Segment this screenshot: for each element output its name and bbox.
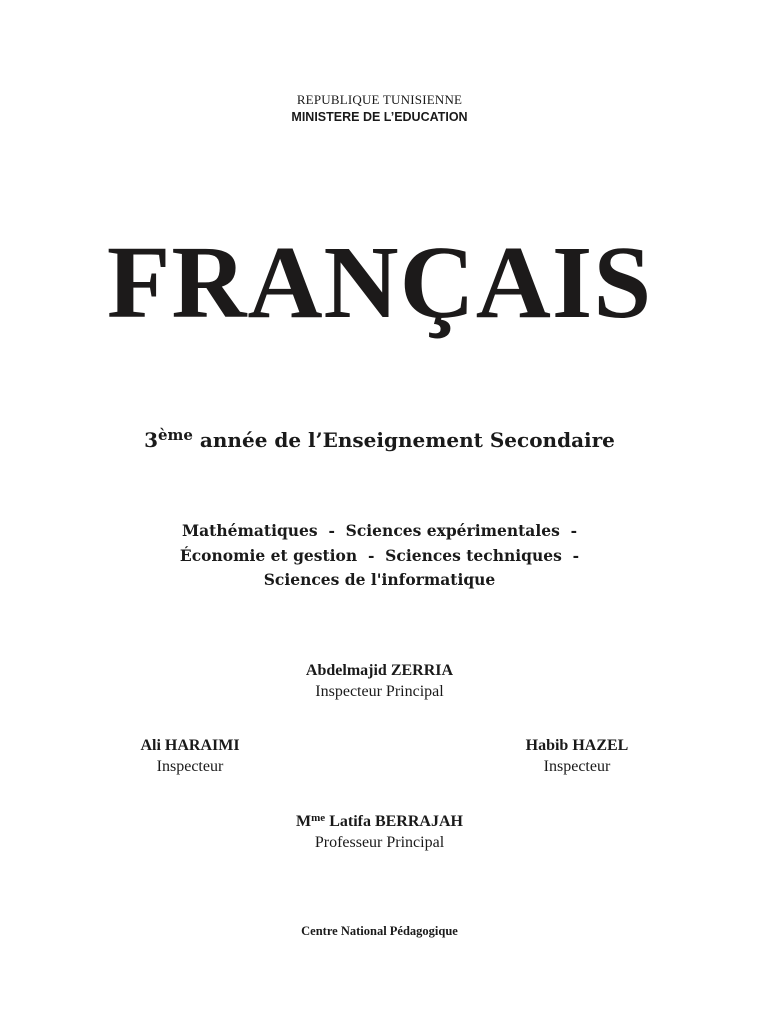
author-right bbox=[447, 735, 707, 777]
level-ordinal-suffix: ème bbox=[158, 426, 193, 444]
author-bottom-title-suffix: me bbox=[311, 812, 326, 824]
streams-line-2: Économie et gestion - Sciences techniques - bbox=[179, 545, 580, 565]
level-ordinal-number: 3 bbox=[144, 428, 158, 452]
author-left bbox=[60, 735, 320, 777]
author-bottom-name-line bbox=[0, 808, 759, 832]
author-main-name: Abdelmajid ZERRIA bbox=[305, 662, 454, 679]
author-left-name: Ali HARAIMI bbox=[140, 737, 240, 754]
book-title: FRANÇAIS bbox=[106, 225, 653, 340]
streams-line-3: Sciences de l'informatique bbox=[263, 570, 496, 589]
school-level bbox=[0, 426, 759, 452]
streams-list bbox=[0, 519, 759, 593]
author-bottom-name: Latifa BERRAJAH bbox=[325, 813, 463, 830]
author-main-role: Inspecteur Principal bbox=[315, 683, 444, 700]
author-left-role: Inspecteur bbox=[156, 758, 224, 775]
author-main bbox=[0, 660, 759, 702]
author-right-name: Habib HAZEL bbox=[525, 737, 629, 754]
author-right-role: Inspecteur bbox=[543, 758, 611, 775]
streams-line-1: Mathématiques - Sciences expérimentales - bbox=[181, 521, 578, 540]
ministry-heading: MINISTERE DE L’EDUCATION bbox=[291, 110, 468, 124]
publisher: Centre National Pédagogique bbox=[301, 924, 458, 938]
level-text: année de l’Enseignement Secondaire bbox=[192, 428, 615, 452]
author-bottom-role: Professeur Principal bbox=[314, 834, 445, 851]
author-bottom-title-prefix: M bbox=[296, 813, 312, 830]
republic-heading: REPUBLIQUE TUNISIENNE bbox=[296, 92, 463, 107]
author-bottom bbox=[0, 808, 759, 853]
